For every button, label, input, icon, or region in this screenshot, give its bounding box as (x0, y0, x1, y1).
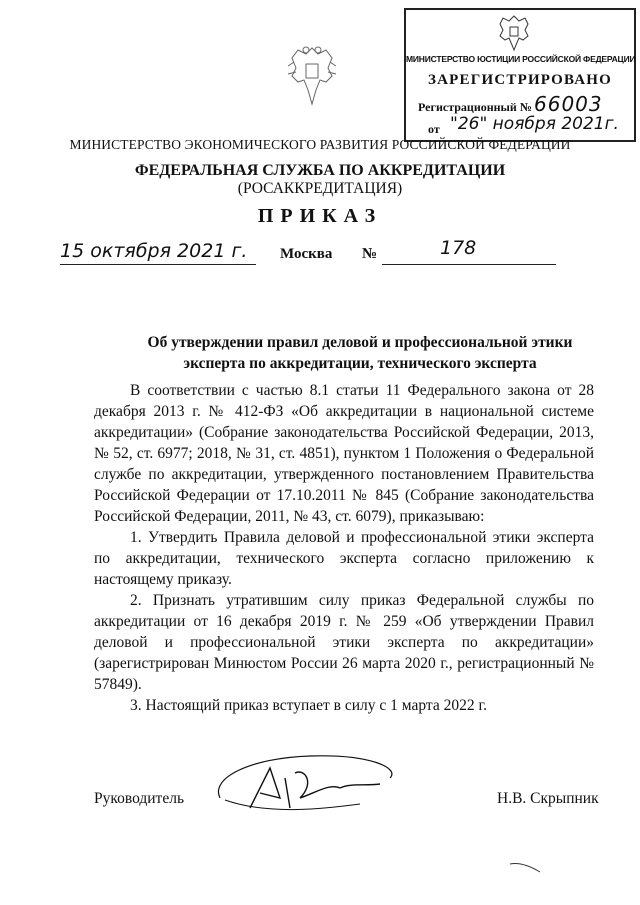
city: Москва (280, 246, 333, 262)
order-number: 178 (440, 237, 477, 259)
service-name: ФЕДЕРАЛЬНАЯ СЛУЖБА ПО АККРЕДИТАЦИИ (134, 162, 506, 179)
item-1: 1. Утвердить Правила деловой и профессиональной этики эксперта по аккредитации, технического эксперта согласно приложению к настоящему приказу. (94, 529, 594, 588)
number-underline (382, 264, 556, 265)
stamp-emblem-icon (494, 12, 534, 52)
document-title (110, 332, 610, 374)
service-short-name: (РОСАККРЕДИТАЦИЯ) (237, 180, 403, 197)
signer-role: Руководитель (94, 790, 185, 807)
intro-paragraph: В соответствии с частью 8.1 статьи 11 Федерального закона от 28 декабря 2013 г. № 412-ФЗ «Об аккредитации в национальной системе аккредитации» (Собрание законодательства Российской Федерации, 2013, № 52, ст. 6977; 2018, № 31, ст. 4851), пунктом 1 Положения о Федеральной службе по аккредитации, утвержденного постановлением Правительства Российской Федерации от 17.10.2011 № 845 (Собрание законодательства Российской Федерации, 2011, № 43, ст. 6079), приказываю: (94, 382, 594, 525)
item-2: 2. Признать утратившим силу приказ Федеральной службы по аккредитации от 16 декабря 2019 г. № 259 «Об утверждении Правил деловой и профессиональной этики эксперта по аккредитации» (зарегистрирован Минюстом России 26 марта 2020 г., регистрационный № 57849). (94, 592, 594, 693)
signer-name: Н.В. Скрыпник (497, 790, 599, 807)
stamp-reg-number-label: Регистрационный № (418, 100, 532, 114)
title-line-1: Об утверждении правил деловой и профессиональной этики (147, 334, 573, 351)
handwritten-signature (190, 738, 410, 828)
coat-of-arms-emblem (284, 42, 340, 110)
document-type: ПРИКАЗ (257, 205, 383, 227)
registration-stamp (404, 8, 636, 142)
stamp-date-label: от (428, 122, 440, 136)
item-3: 3. Настоящий приказ вступает в силу с 1 марта 2022 г. (130, 697, 487, 714)
stamp-ministry: МИНИСТЕРСТВО ЮСТИЦИИ РОССИЙСКОЙ ФЕДЕРАЦИИ (406, 54, 636, 64)
order-date: 15 октября 2021 г. (60, 240, 248, 262)
document-body (94, 380, 594, 716)
number-sign: № (362, 246, 378, 262)
stamp-registered: ЗАРЕГИСТРИРОВАНО (428, 72, 612, 88)
stamp-reg-number: 66003 (534, 92, 603, 116)
stamp-date-value: "26" ноября 2021г. (450, 114, 619, 134)
ministry-name: МИНИСТЕРСТВО ЭКОНОМИЧЕСКОГО РАЗВИТИЯ РОССИЙСКОЙ ФЕДЕРАЦИИ (69, 137, 571, 152)
title-line-2: эксперта по аккредитации, технического эксперта (183, 355, 537, 372)
date-underline (60, 264, 256, 265)
scan-mark (508, 860, 548, 876)
